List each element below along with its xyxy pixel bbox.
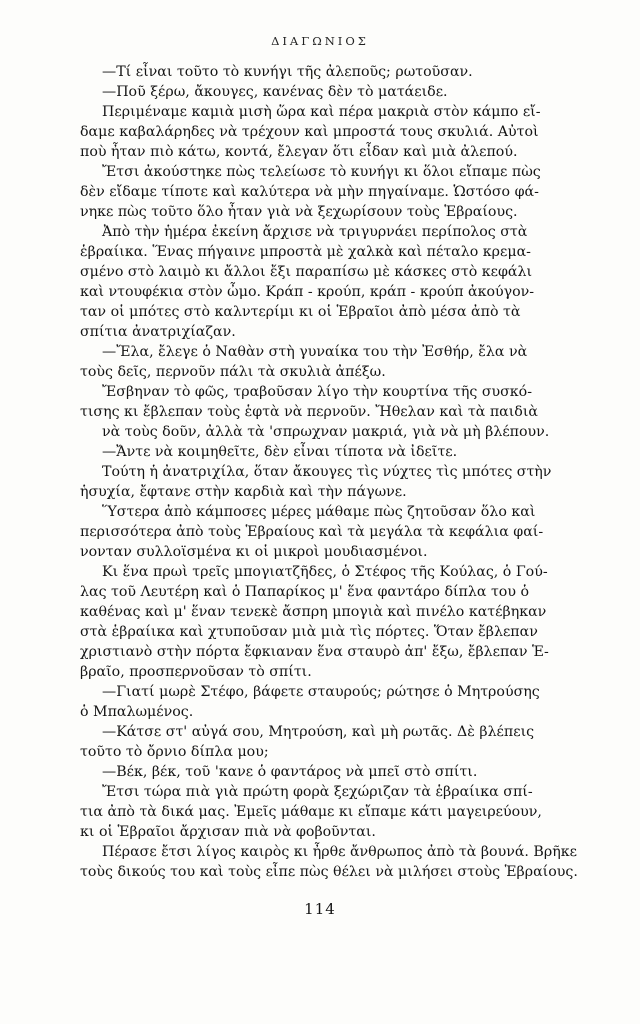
text-line: καθένας καὶ μ' ἕναν τενεκὲ ἄσπρη μπογιὰ καὶ πινέλο κατέβηκαν [80, 604, 547, 620]
text-line: ὁ Μπαλωμένος. [80, 704, 194, 720]
text-line: τοὺς δικούς του καὶ τοὺς εἶπε πὼς θέλει νὰ μιλήσει στοὺς Ἑβραίους. [80, 864, 578, 880]
text-line: δὲν εἴδαμε τίποτε καὶ καλύτερα νὰ μὴν πηγαίναμε. Ὡστόσο φά- [80, 184, 539, 200]
text-line: Ἔσβηναν τὸ φῶς, τραβοῦσαν λίγο τὴν κουρτίνα τῆς συσκό- [102, 384, 533, 400]
text-line: Τούτη ἡ ἀνατριχίλα, ὅταν ἄκουγες τὶς νύχτες τὶς μπότες στὴν [102, 464, 552, 480]
text-line: σμένο στὸ λαιμὸ κι ἄλλοι ἔξι παραπίσω μὲ κάσκες στὸ κεφάλι [80, 264, 533, 280]
text-line: Ἔτσι ἀκούστηκε πὼς τελείωσε τὸ κυνήγι κι ὅλοι εἴπαμε πὼς [102, 164, 541, 180]
text-line: νὰ τοὺς δοῦν, ἀλλὰ τὰ 'σπρωχναν μακριά, γιὰ νὰ μὴ βλέπουν. [102, 424, 550, 440]
text-line: περισσότερα ἀπὸ τοὺς Ἑβραίους καὶ τὰ μεγάλα τὰ κεφάλια φαί- [80, 524, 544, 540]
text-line: ποὺ ἦταν πιὸ κάτω, κοντά, ἔλεγαν ὅτι εἶδαν καὶ μιὰ ἀλεπού. [80, 144, 518, 160]
text-line: —Βέκ, βέκ, τοῦ 'κανε ὁ φαντάρος νὰ μπεῖ στὸ σπίτι. [102, 764, 478, 780]
text-line: ταν οἱ μπότες στὸ καλντερίμι κι οἱ Ἑβραῖοι ἀπὸ μέσα ἀπὸ τὰ [80, 304, 521, 320]
text-line: —Ποῦ ξέρω, ἄκουγες, κανένας δὲν τὸ ματάειδε. [102, 84, 448, 100]
text-line: Πέρασε ἔτσι λίγος καιρὸς κι ἦρθε ἄνθρωπος ἀπὸ τὰ βουνά. Βρῆκε [102, 844, 577, 860]
text-line: δαμε καβαλάρηδες νὰ τρέχουν καὶ μπροστά τους σκυλιά. Αὐτοὶ [80, 124, 539, 140]
text-line: νονταν συλλοϊσμένα κι οἱ μικροὶ μουδιασμένοι. [80, 544, 428, 560]
text-line: τια ἀπὸ τὰ δικά μας. Ἐμεῖς μάθαμε κι εἴπαμε κάτι μαγειρεύουν, [80, 804, 542, 820]
body-text [80, 62, 615, 882]
text-line: νηκε πὼς τοῦτο ὅλο ἦταν γιὰ νὰ ξεχωρίσουν τοὺς Ἑβραίους. [80, 204, 518, 220]
text-line: σπίτια ἀνατριχίαζαν. [80, 324, 236, 340]
running-header: ΔΙΑΓΩΝΙΟΣ [271, 34, 369, 48]
text-line: τισης κι ἔβλεπαν τοὺς ἑφτὰ νὰ περνοῦν. Ἤθελαν καὶ τὰ παιδιὰ [80, 404, 538, 420]
text-line: —Γιατί μωρὲ Στέφο, βάφετε σταυρούς; ρώτησε ὁ Μητρούσης [102, 684, 540, 700]
text-line: τοὺς δεῖς, περνοῦν πάλι τὰ σκυλιὰ ἀπέξω. [80, 364, 386, 380]
text-line: —Ἔλα, ἔλεγε ὁ Ναθὰν στὴ γυναίκα του τὴν Ἐσθήρ, ἔλα νὰ [102, 344, 528, 360]
text-line: —Ἄντε νὰ κοιμηθεῖτε, δὲν εἶναι τίποτα νὰ ἰδεῖτε. [102, 444, 458, 460]
text-line: ἑβραίικα. Ἕνας πήγαινε μπροστὰ μὲ χαλκὰ καὶ πέταλο κρεμα- [80, 244, 531, 260]
text-line: ἡσυχία, ἔφτανε στὴν καρδιὰ καὶ τὴν πάγωνε. [80, 484, 407, 500]
text-line: καὶ ντουφέκια στὸν ὦμο. Κράπ - κρούπ, κράπ - κρούπ ἀκούγον- [80, 284, 535, 300]
text-line: Περιμέναμε καμιὰ μισὴ ὥρα καὶ πέρα μακριὰ στὸν κάμπο εἴ- [102, 104, 541, 120]
page-number: 114 [304, 900, 336, 918]
text-line: Κι ἕνα πρωὶ τρεῖς μπογιατζῆδες, ὁ Στέφος τῆς Κούλας, ὁ Γού- [102, 564, 548, 580]
text-line: —Κάτσε στ' αὐγά σου, Μητρούση, καὶ μὴ ρωτᾶς. Δὲ βλέπεις [102, 724, 535, 740]
text-line: χριστιανὸ στὴν πόρτα ἔφκιαναν ἕνα σταυρὸ ἀπ' ἔξω, ἔβλεπαν Ἑ- [80, 644, 549, 660]
text-line: Ἔτσι τώρα πιὰ γιὰ πρώτη φορὰ ξεχώριζαν τὰ ἑβραίικα σπί- [102, 784, 533, 800]
text-line: —Τί εἶναι τοῦτο τὸ κυνήγι τῆς ἀλεποῦς; ρωτοῦσαν. [102, 64, 473, 80]
text-line: τοῦτο τὸ ὄρνιο δίπλα μου; [80, 744, 269, 760]
text-line: λας τοῦ Λευτέρη καὶ ὁ Παπαρίκος μ' ἕνα φαντάρο δίπλα του ὁ [80, 584, 530, 600]
text-line: βραῖο, προσπερνοῦσαν τὸ σπίτι. [80, 664, 312, 680]
text-line: Ἀπὸ τὴν ἡμέρα ἐκείνη ἄρχισε νὰ τριγυρνάει περίπολος στὰ [102, 224, 528, 240]
text-line: στὰ ἑβραίικα καὶ χτυποῦσαν μιὰ μιὰ τὶς πόρτες. Ὅταν ἔβλεπαν [80, 624, 538, 640]
text-line: Ὕστερα ἀπὸ κάμποσες μέρες μάθαμε πὼς ζητοῦσαν ὅλο καὶ [102, 504, 536, 520]
text-line: κι οἱ Ἑβραῖοι ἄρχισαν πιὰ νὰ φοβοῦνται. [80, 824, 376, 840]
